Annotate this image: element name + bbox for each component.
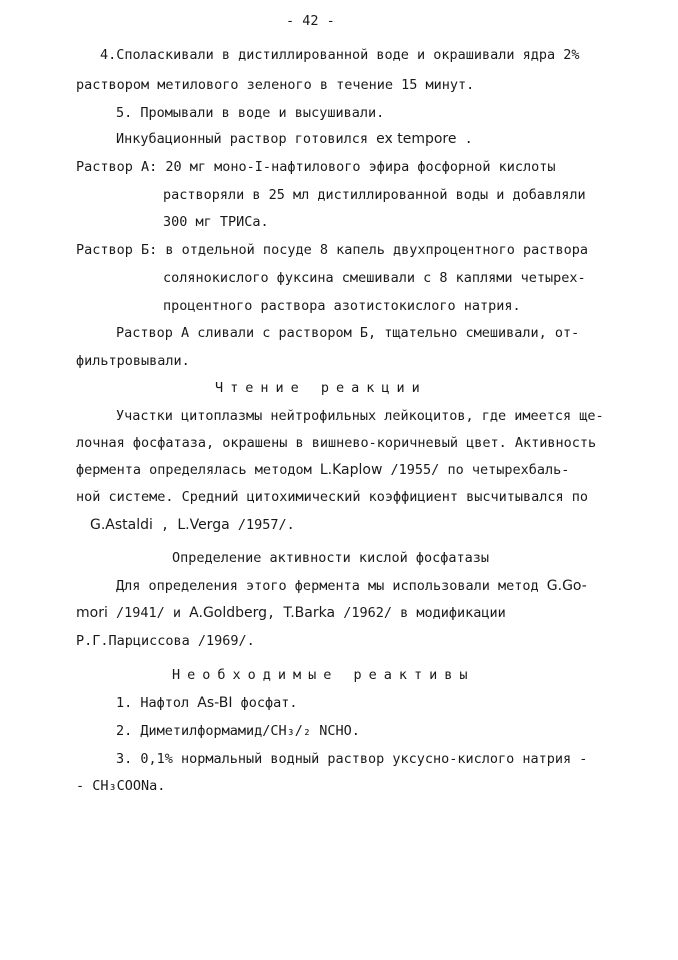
section-heading: Определение активности кислой фосфатазы: [172, 550, 489, 566]
handwritten-term: T.Barka: [283, 605, 336, 621]
page-number: - 42 -: [286, 13, 335, 29]
text-line: раствором метилового зеленого в течение 15 минут.: [76, 77, 475, 93]
line-text: Для определения этого фермента мы использовали метод: [116, 578, 539, 594]
text-line: [116, 130, 473, 148]
line-text: Инкубационный раствор готовился: [116, 131, 368, 147]
text-line: 300 мг ТРИСа.: [163, 214, 269, 230]
line-text: ,: [161, 517, 170, 533]
handwritten-term: G.Astaldi: [90, 517, 153, 533]
text-line: Раствор А сливали с раствором Б, тщательно смешивали, от-: [116, 325, 580, 341]
text-line: 4.Споласкивали в дистиллированной воде и окрашивали ядра 2%: [100, 47, 580, 63]
text-line: лочная фосфатаза, окрашены в вишнево-коричневый цвет. Активность: [76, 435, 597, 451]
handwritten-term: ex tempore: [376, 131, 457, 147]
text-line: ной системе. Средний цитохимический коэффициент высчитывался по: [76, 489, 589, 505]
handwritten-term: L.Verga: [177, 517, 230, 533]
line-text: фермента определялась методом: [76, 462, 312, 478]
text-line: 2. Диметилформамид/СН₃/₂ NCHO.: [116, 723, 360, 739]
handwritten-term: As-BI: [197, 695, 233, 711]
line-text: .: [464, 131, 473, 147]
text-line: [90, 516, 295, 534]
handwritten-term: A.Goldberg: [189, 605, 268, 621]
line-text: фосфат.: [240, 695, 298, 711]
text-line: - CH₃COONa.: [76, 778, 166, 794]
line-text: /1957/.: [237, 517, 295, 533]
line-text: 1. Нафтол: [116, 695, 190, 711]
handwritten-term: mori: [76, 605, 108, 621]
text-line: [116, 577, 587, 595]
handwritten-term: G.Go-: [546, 578, 587, 594]
line-text: /1941/ и: [116, 605, 182, 621]
line-text: /1962/ в модификации: [343, 605, 506, 621]
text-line: Р.Г.Парциссова /1969/.: [76, 633, 255, 649]
text-line: фильтровывали.: [76, 353, 190, 369]
line-text: ,: [267, 605, 276, 621]
section-heading: Необходимые реактивы: [172, 667, 475, 683]
text-line: растворяли в 25 мл дистиллированной воды и добавляли: [163, 187, 586, 203]
text-line: 5. Промывали в воде и высушивали.: [116, 105, 385, 121]
text-line: солянокислого фуксина смешивали с 8 каплями четырех-: [163, 270, 586, 286]
text-line: [116, 694, 298, 712]
handwritten-term: L.Kaplow: [319, 462, 383, 478]
text-line: Раствор А: 20 мг моно-I-нафтилового эфира фосфорной кислоты: [76, 159, 556, 175]
text-line: Участки цитоплазмы нейтрофильных лейкоцитов, где имеется ще-: [116, 408, 604, 424]
text-line: Раствор Б: в отдельной посуде 8 капель двухпроцентного раствора: [76, 242, 589, 258]
text-line: [76, 604, 506, 622]
text-line: [76, 461, 569, 479]
text-line: процентного раствора азотистокислого натрия.: [163, 298, 521, 314]
line-text: /1955/ по четырехбаль-: [390, 462, 570, 478]
text-line: 3. 0,1% нормальный водный раствор уксусно-кислого натрия -: [116, 751, 588, 767]
section-heading: Чтение реакции: [215, 380, 427, 396]
